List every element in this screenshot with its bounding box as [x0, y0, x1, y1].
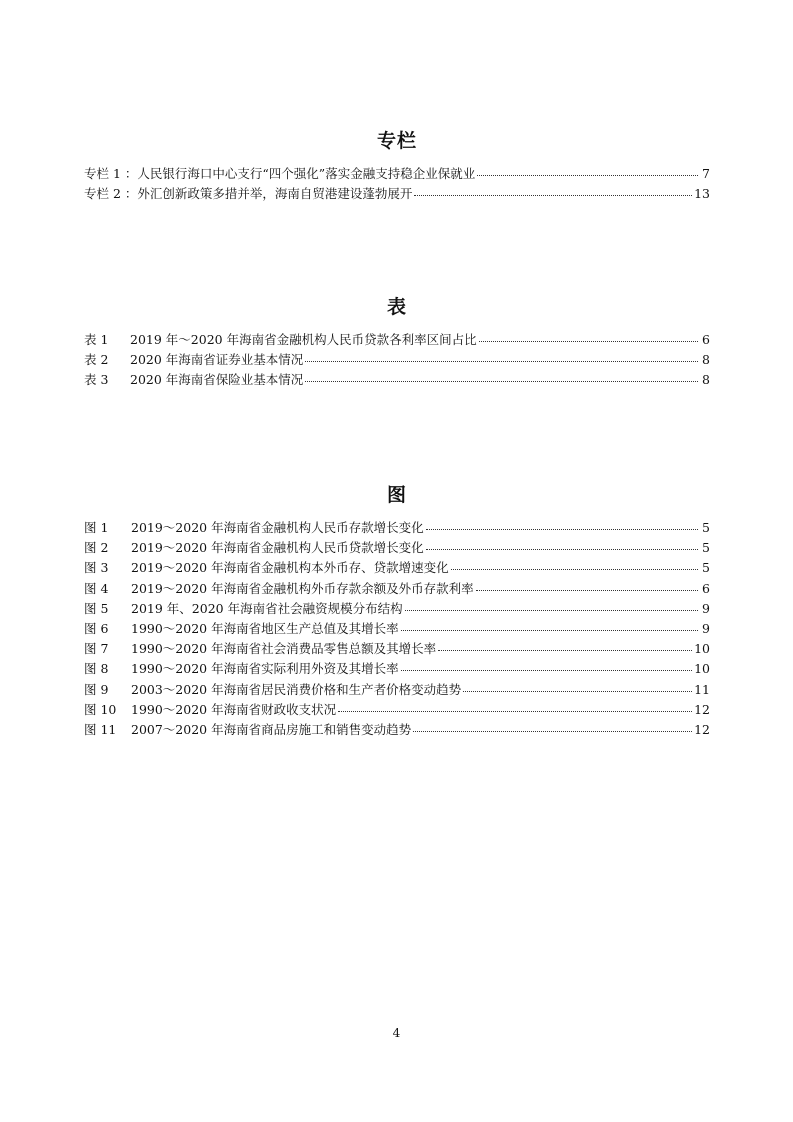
toc-leader-dots [305, 347, 698, 362]
toc-entry-label: 图 9 [84, 681, 109, 697]
toc-entry-title: 2019 年、2020 年海南省社会融资规模分布结构 [131, 600, 403, 616]
toc-entry-page: 10 [694, 641, 710, 657]
toc-leader-dots [426, 515, 698, 530]
toc-entry-label: 图 8 [84, 661, 109, 677]
toc-entry-title: 1990～2020 年海南省财政收支状况 [131, 701, 337, 717]
toc-entry[interactable] [84, 517, 710, 537]
toc-leader-dots [414, 181, 692, 196]
toc-entry-title: 2019～2020 年海南省金融机构外币存款余额及外币存款利率 [131, 580, 474, 596]
toc-entry[interactable] [84, 638, 710, 658]
toc-entry-title: 2020 年海南省保险业基本情况 [130, 372, 304, 388]
toc-leader-dots [338, 697, 692, 712]
toc-entry-title: 2003～2020 年海南省居民消费价格和生产者价格变动趋势 [131, 681, 462, 697]
toc-entry[interactable] [84, 618, 710, 638]
toc-entry-title: 1990～2020 年海南省社会消费品零售总额及其增长率 [131, 641, 437, 657]
toc-entry-label: 图 7 [84, 641, 109, 657]
toc-leader-dots [477, 161, 698, 176]
columns-section-title: 专栏 [376, 130, 417, 152]
toc-entry[interactable] [84, 598, 710, 618]
toc-leader-dots [426, 535, 698, 550]
toc-entry-label: 专栏 1 ： [84, 166, 138, 181]
toc-entry-label: 图 11 [84, 721, 117, 737]
toc-entry[interactable] [84, 578, 710, 598]
toc-entry-label: 表 2 [84, 352, 109, 368]
toc-entry[interactable] [84, 329, 710, 349]
toc-entry-page: 12 [694, 701, 710, 717]
toc-entry-page: 7 [702, 166, 710, 181]
toc-entry[interactable] [84, 557, 710, 577]
toc-leader-dots [463, 677, 692, 692]
toc-entry-title: 2019～2020 年海南省金融机构人民币贷款增长变化 [131, 540, 424, 556]
toc-entry-label: 表 1 [84, 332, 109, 347]
figures-section-title: 图 [386, 484, 407, 506]
toc-entry-title: 2019～2020 年海南省金融机构人民币存款增长变化 [131, 520, 424, 535]
toc-entry-title: 2019 年～2020 年海南省金融机构人民币贷款各利率区间占比 [130, 332, 477, 347]
toc-entry-page: 9 [702, 620, 710, 636]
toc-entry-label: 图 2 [84, 540, 109, 556]
toc-entry[interactable] [84, 699, 710, 719]
page-number: 4 [392, 1026, 401, 1040]
toc-entry[interactable] [84, 658, 710, 678]
toc-entry-title: 1990～2020 年海南省地区生产总值及其增长率 [131, 620, 399, 636]
toc-entry-page: 5 [702, 560, 710, 576]
toc-entry[interactable] [84, 183, 710, 203]
toc-entry[interactable] [84, 537, 710, 557]
toc-entry-page: 8 [702, 352, 710, 368]
toc-leader-dots [405, 596, 698, 611]
toc-entry-label: 图 1 [84, 520, 109, 535]
toc-entry-page: 11 [694, 681, 710, 697]
toc-entry-title: 2020 年海南省证券业基本情况 [130, 352, 304, 368]
toc-entry-page: 6 [702, 580, 710, 596]
toc-entry-label: 图 10 [84, 701, 117, 717]
toc-entry-page: 12 [694, 721, 710, 737]
tables-section [84, 292, 710, 390]
toc-entry[interactable] [84, 679, 710, 699]
tables-section-title: 表 [386, 296, 407, 318]
toc-entry-label: 专栏 2 ： [84, 186, 138, 202]
toc-entry[interactable] [84, 369, 710, 389]
toc-entry-page: 8 [702, 372, 710, 388]
toc-leader-dots [401, 656, 692, 671]
toc-entry-page: 5 [702, 540, 710, 556]
toc-entry-page: 9 [702, 600, 710, 616]
toc-entry-title: 2019～2020 年海南省金融机构本外币存、贷款增速变化 [131, 560, 449, 576]
toc-entry-label: 图 6 [84, 620, 109, 636]
toc-leader-dots [476, 576, 698, 591]
toc-entry-page: 10 [694, 661, 710, 677]
figures-section [84, 480, 710, 739]
toc-leader-dots [438, 636, 692, 651]
toc-entry-label: 图 4 [84, 580, 109, 596]
toc-entry-label: 图 5 [84, 600, 109, 616]
toc-leader-dots [413, 717, 692, 732]
toc-entry-title: 外汇创新政策多措并举，海南自贸港建设蓬勃展开 [137, 186, 413, 202]
toc-entry-label: 图 3 [84, 560, 109, 576]
columns-section [84, 126, 710, 203]
toc-entry[interactable] [84, 349, 710, 369]
toc-leader-dots [401, 616, 698, 631]
toc-entry-label: 表 3 [84, 372, 109, 388]
toc-entry-page: 5 [702, 520, 710, 535]
toc-entry[interactable] [84, 719, 710, 739]
toc-entry-title: 2007～2020 年海南省商品房施工和销售变动趋势 [131, 721, 412, 737]
toc-leader-dots [479, 327, 698, 342]
toc-entry-title: 1990～2020 年海南省实际利用外资及其增长率 [131, 661, 399, 677]
toc-leader-dots [305, 367, 698, 382]
toc-entry-page: 6 [702, 332, 710, 347]
toc-entry-title: 人民银行海口中心支行“四个强化”落实金融支持稳企业保就业 [137, 166, 476, 181]
toc-entry[interactable] [84, 163, 710, 183]
toc-leader-dots [451, 555, 698, 570]
toc-entry-page: 13 [694, 186, 710, 202]
